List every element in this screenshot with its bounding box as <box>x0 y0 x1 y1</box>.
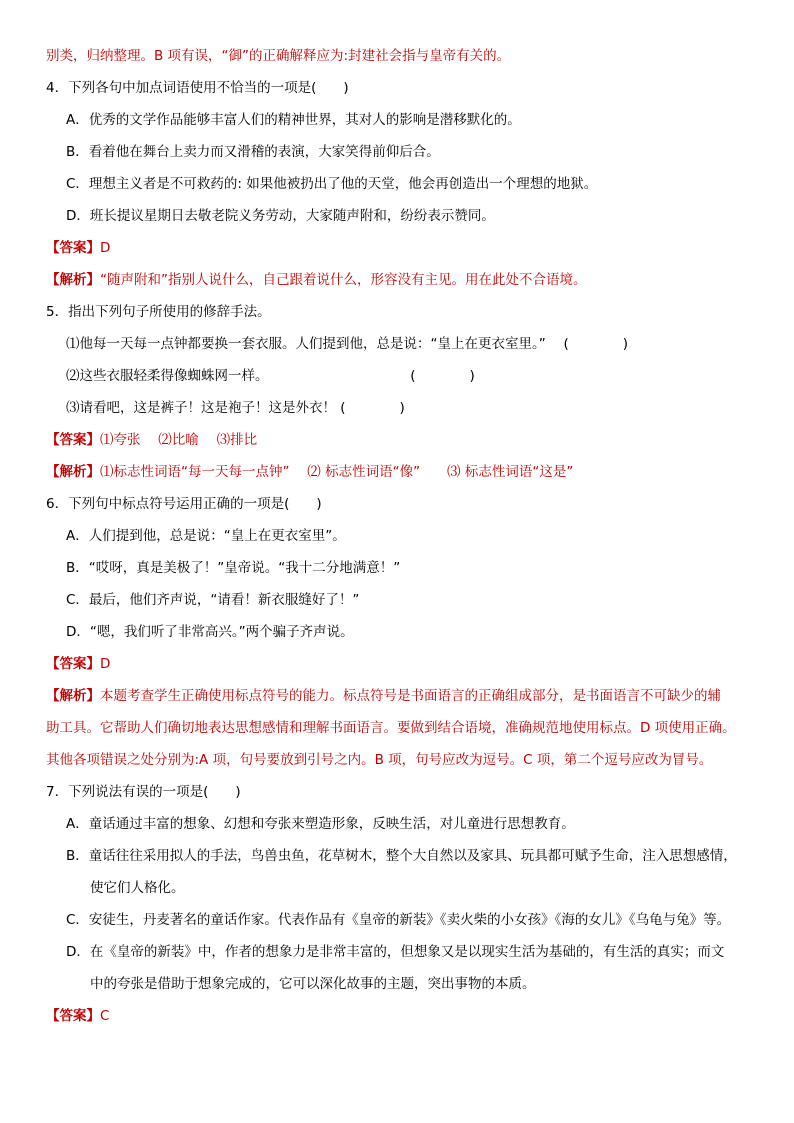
q4-option-b: B．看着他在舞台上卖力而又滑稽的表演，大家笑得前仰后合。 <box>66 144 440 160</box>
q4-option-d: D．班长提议星期日去敬老院义务劳动，大家随声附和，纷纷表示赞同。 <box>66 208 495 224</box>
intro-line: 别类，归纳整理。B 项有误，“御”的正确解释应为:封建社会指与皇帝有关的。 <box>46 48 511 64</box>
q4-option-c: C．理想主义者是不可救药的: 如果他被扔出了他的天堂，他会再创造出一个理想的地狱。 <box>66 176 598 192</box>
q5-item-3: ⑶请看吧，这是裤子！这是袍子！这是外衣！ ( ) <box>66 400 405 416</box>
q6-answer <box>46 655 110 673</box>
answer-text: D <box>100 656 111 672</box>
answer-text: D <box>100 240 111 256</box>
q7-answer <box>46 1007 109 1025</box>
q6-option-d: D．“嗯，我们听了非常高兴。”两个骗子齐声说。 <box>66 624 354 640</box>
q5-stem: 5．指出下列句子所使用的修辞手法。 <box>46 304 271 320</box>
q7-stem: 7．下列说法有误的一项是( ) <box>46 784 241 800</box>
explanation-label: 【解析】 <box>46 272 100 288</box>
answer-text: ⑴夸张 ⑵比喻 ⑶排比 <box>100 432 258 448</box>
q5-item-2: ⑵这些衣服轻柔得像蜘蛛网一样。 ( ) <box>66 368 475 384</box>
q7-option-b: B．童话往往采用拟人的手法，鸟兽虫鱼，花草树木，整个大自然以及家具、玩具都可赋予生命，注入思想感情， <box>66 848 737 864</box>
explanation-text: ⑴标志性词语“每一天每一点钟” ⑵ 标志性词语“像” ⑶ 标志性词语“这是” <box>100 464 574 480</box>
q7-option-d: D．在《皇帝的新装》中，作者的想象力是非常丰富的，但想象又是以现实生活为基础的，有生活的真实；而文 <box>66 944 725 960</box>
explanation-text-3: 其他各项错误之处分别为:A 项，句号要放到引号之内。B 项，句号应改为逗号。C 项，第二个逗号应改为冒号。 <box>46 752 713 768</box>
q6-option-b: B．“哎呀，真是美极了！”皇帝说。“我十二分地满意！” <box>66 560 401 576</box>
q4-stem: 4．下列各句中加点词语使用不恰当的一项是( ) <box>46 80 349 96</box>
explanation-text-1: 本题考查学生正确使用标点符号的能力。标点符号是书面语言的正确组成部分，是书面语言不可缺少的辅 <box>100 688 721 704</box>
explanation-text-2: 助工具。它帮助人们确切地表达思想感情和理解书面语言。要做到结合语境，准确规范地使用标点。D 项使用正确。 <box>46 720 736 736</box>
q7-option-b-cont: 使它们人格化。 <box>90 880 185 896</box>
q5-explanation <box>46 463 573 481</box>
q4-explanation <box>46 271 587 289</box>
q5-answer <box>46 431 257 449</box>
q7-option-a: A．童话通过丰富的想象、幻想和夸张来塑造形象，反映生活，对儿童进行思想教育。 <box>66 816 575 832</box>
explanation-text: “随声附和”指别人说什么，自己跟着说什么，形容没有主见。用在此处不合语境。 <box>100 272 587 288</box>
explanation-label: 【解析】 <box>46 464 100 480</box>
answer-label: 【答案】 <box>46 1008 100 1024</box>
q6-option-a: A．人们提到他，总是说：“皇上在更衣室里”。 <box>66 528 346 544</box>
q5-item-1: ⑴他每一天每一点钟都要换一套衣服。人们提到他，总是说：“皇上在更衣室里。” ( ) <box>66 336 629 352</box>
q4-option-a: A．优秀的文学作品能够丰富人们的精神世界，其对人的影响是潜移默化的。 <box>66 112 521 128</box>
q6-stem: 6．下列句中标点符号运用正确的一项是( ) <box>46 496 322 512</box>
answer-text: C <box>100 1008 110 1024</box>
q7-option-c: C．安徒生，丹麦著名的童话作家。代表作品有《皇帝的新装》《卖火柴的小女孩》《海的女儿》《乌龟与兔》等。 <box>66 912 731 928</box>
explanation-label: 【解析】 <box>46 688 100 704</box>
q6-explanation <box>46 687 721 705</box>
answer-label: 【答案】 <box>46 432 100 448</box>
answer-label: 【答案】 <box>46 656 100 672</box>
q7-option-d-cont: 中的夸张是借助于想象完成的，它可以深化故事的主题，突出事物的本质。 <box>90 976 536 992</box>
answer-label: 【答案】 <box>46 240 100 256</box>
q4-answer <box>46 239 110 257</box>
q6-option-c: C．最后，他们齐声说，“请看！新衣服缝好了！” <box>66 592 360 608</box>
